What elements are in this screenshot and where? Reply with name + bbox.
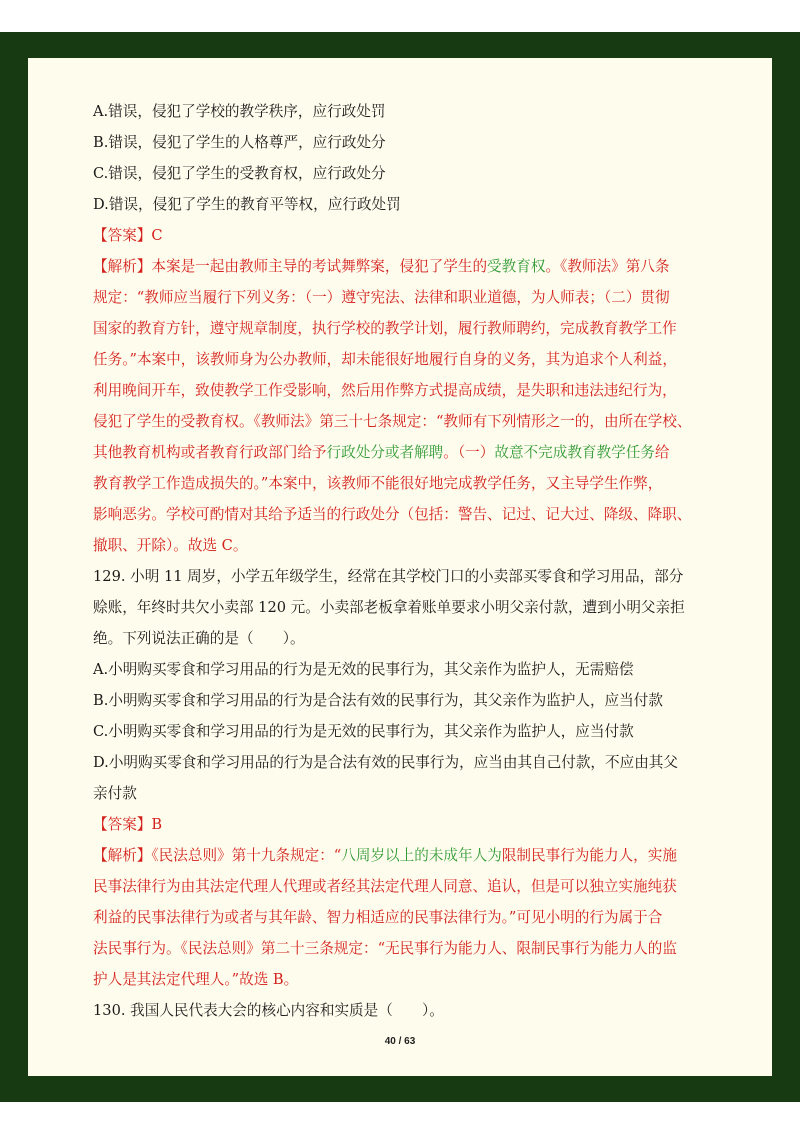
q128-analysis-line: 任务。”本案中，该教师身为公办教师，却未能很好地履行自身的义务，其为追求个人利益， bbox=[93, 351, 677, 368]
q128-analysis-line: 影响恶劣。学校可酌情对其给予适当的行政处分（包括：警告、记过、记大过、降级、降职、 bbox=[93, 506, 692, 523]
q129-analysis-line: 民事法律行为由其法定代理人代理或者经其法定代理人同意、追认，但是可以独立实施纯获 bbox=[93, 878, 677, 895]
q129-stem-line: 129. 小明 11 周岁，小学五年级学生，经常在其学校门口的小卖部买零食和学习用品，部分 bbox=[93, 568, 684, 585]
q128-analysis-line: 其他教育机构或者教育行政部门给予行政处分或者解聘。（一）故意不完成教育教学任务给 bbox=[93, 444, 670, 461]
q130-stem: 130. 我国人民代表大会的核心内容和实质是（ ）。 bbox=[93, 1002, 444, 1019]
q128-answer: 【答案】C bbox=[93, 227, 163, 244]
q128-analysis-line: 教育教学工作造成损失的。”本案中，该教师不能很好地完成教学任务，又主导学生作弊， bbox=[93, 475, 663, 492]
q129-option-c: C.小明购买零食和学习用品的行为是无效的民事行为，其父亲作为监护人，应当付款 bbox=[93, 723, 634, 740]
highlight-text: 故意不完成教育教学任务 bbox=[494, 444, 655, 461]
q128-analysis-line: 国家的教育方针，遵守规章制度，执行学校的教学计划，履行教师聘约，完成教育教学工作 bbox=[93, 320, 677, 337]
document-body bbox=[93, 96, 691, 1026]
q129-option-d-continued: 亲付款 bbox=[93, 785, 137, 802]
q129-analysis-line: 【解析】《民法总则》第十九条规定：“八周岁以上的未成年人为限制民事行为能力人，实施 bbox=[93, 847, 677, 864]
q128-option-c: C.错误，侵犯了学生的受教育权，应行政处分 bbox=[93, 165, 386, 182]
highlight-text: 受教育权 bbox=[487, 258, 546, 275]
q129-analysis-line: 护人是其法定代理人。”故选 B。 bbox=[93, 971, 299, 988]
q128-analysis-line: 侵犯了学生的受教育权。《教师法》第三十七条规定：“教师有下列情形之一的，由所在学校、 bbox=[93, 413, 692, 430]
q129-stem-line: 绝。下列说法正确的是（ ）。 bbox=[93, 630, 305, 647]
q129-option-d: D.小明购买零食和学习用品的行为是合法有效的民事行为，应当由其自己付款，不应由其父 bbox=[93, 754, 678, 771]
q128-analysis-line: 利用晚间开车，致使教学工作受影响，然后用作弊方式提高成绩，是失职和违法违纪行为， bbox=[93, 382, 677, 399]
q129-answer: 【答案】B bbox=[93, 816, 163, 833]
q128-option-a: A.错误，侵犯了学校的教学秩序，应行政处罚 bbox=[93, 103, 386, 120]
q129-option-b: B.小明购买零食和学习用品的行为是合法有效的民事行为，其父亲作为监护人，应当付款 bbox=[93, 692, 663, 709]
q129-analysis-line: 利益的民事法律行为或者与其年龄、智力相适应的民事法律行为。”可见小明的行为属于合 bbox=[93, 909, 663, 926]
q129-stem-line: 赊账，年终时共欠小卖部 120 元。小卖部老板拿着账单要求小明父亲付款，遭到小明父亲拒 bbox=[93, 599, 685, 616]
page-number: 40 / 63 bbox=[384, 1036, 416, 1047]
q129-analysis-line: 法民事行为。《民法总则》第二十三条规定：“无民事行为能力人、限制民事行为能力人的监 bbox=[93, 940, 677, 957]
highlight-text: 八周岁以上的未成年人为 bbox=[341, 847, 502, 864]
q128-option-b: B.错误，侵犯了学生的人格尊严，应行政处分 bbox=[93, 134, 386, 151]
q128-option-d: D.错误，侵犯了学生的教育平等权，应行政处罚 bbox=[93, 196, 401, 213]
highlight-text: 行政处分或者解聘 bbox=[326, 444, 444, 461]
q128-analysis-line: 【解析】本案是一起由教师主导的考试舞弊案，侵犯了学生的受教育权。《教师法》第八条 bbox=[93, 258, 670, 275]
q128-analysis-line: 撤职、开除）。故选 C。 bbox=[93, 537, 248, 554]
q129-option-a: A.小明购买零食和学习用品的行为是无效的民事行为，其父亲作为监护人，无需赔偿 bbox=[93, 661, 634, 678]
q128-analysis-line: 规定：“教师应当履行下列义务：（一）遵守宪法、法律和职业道德，为人师表；（二）贯彻 bbox=[93, 289, 670, 306]
